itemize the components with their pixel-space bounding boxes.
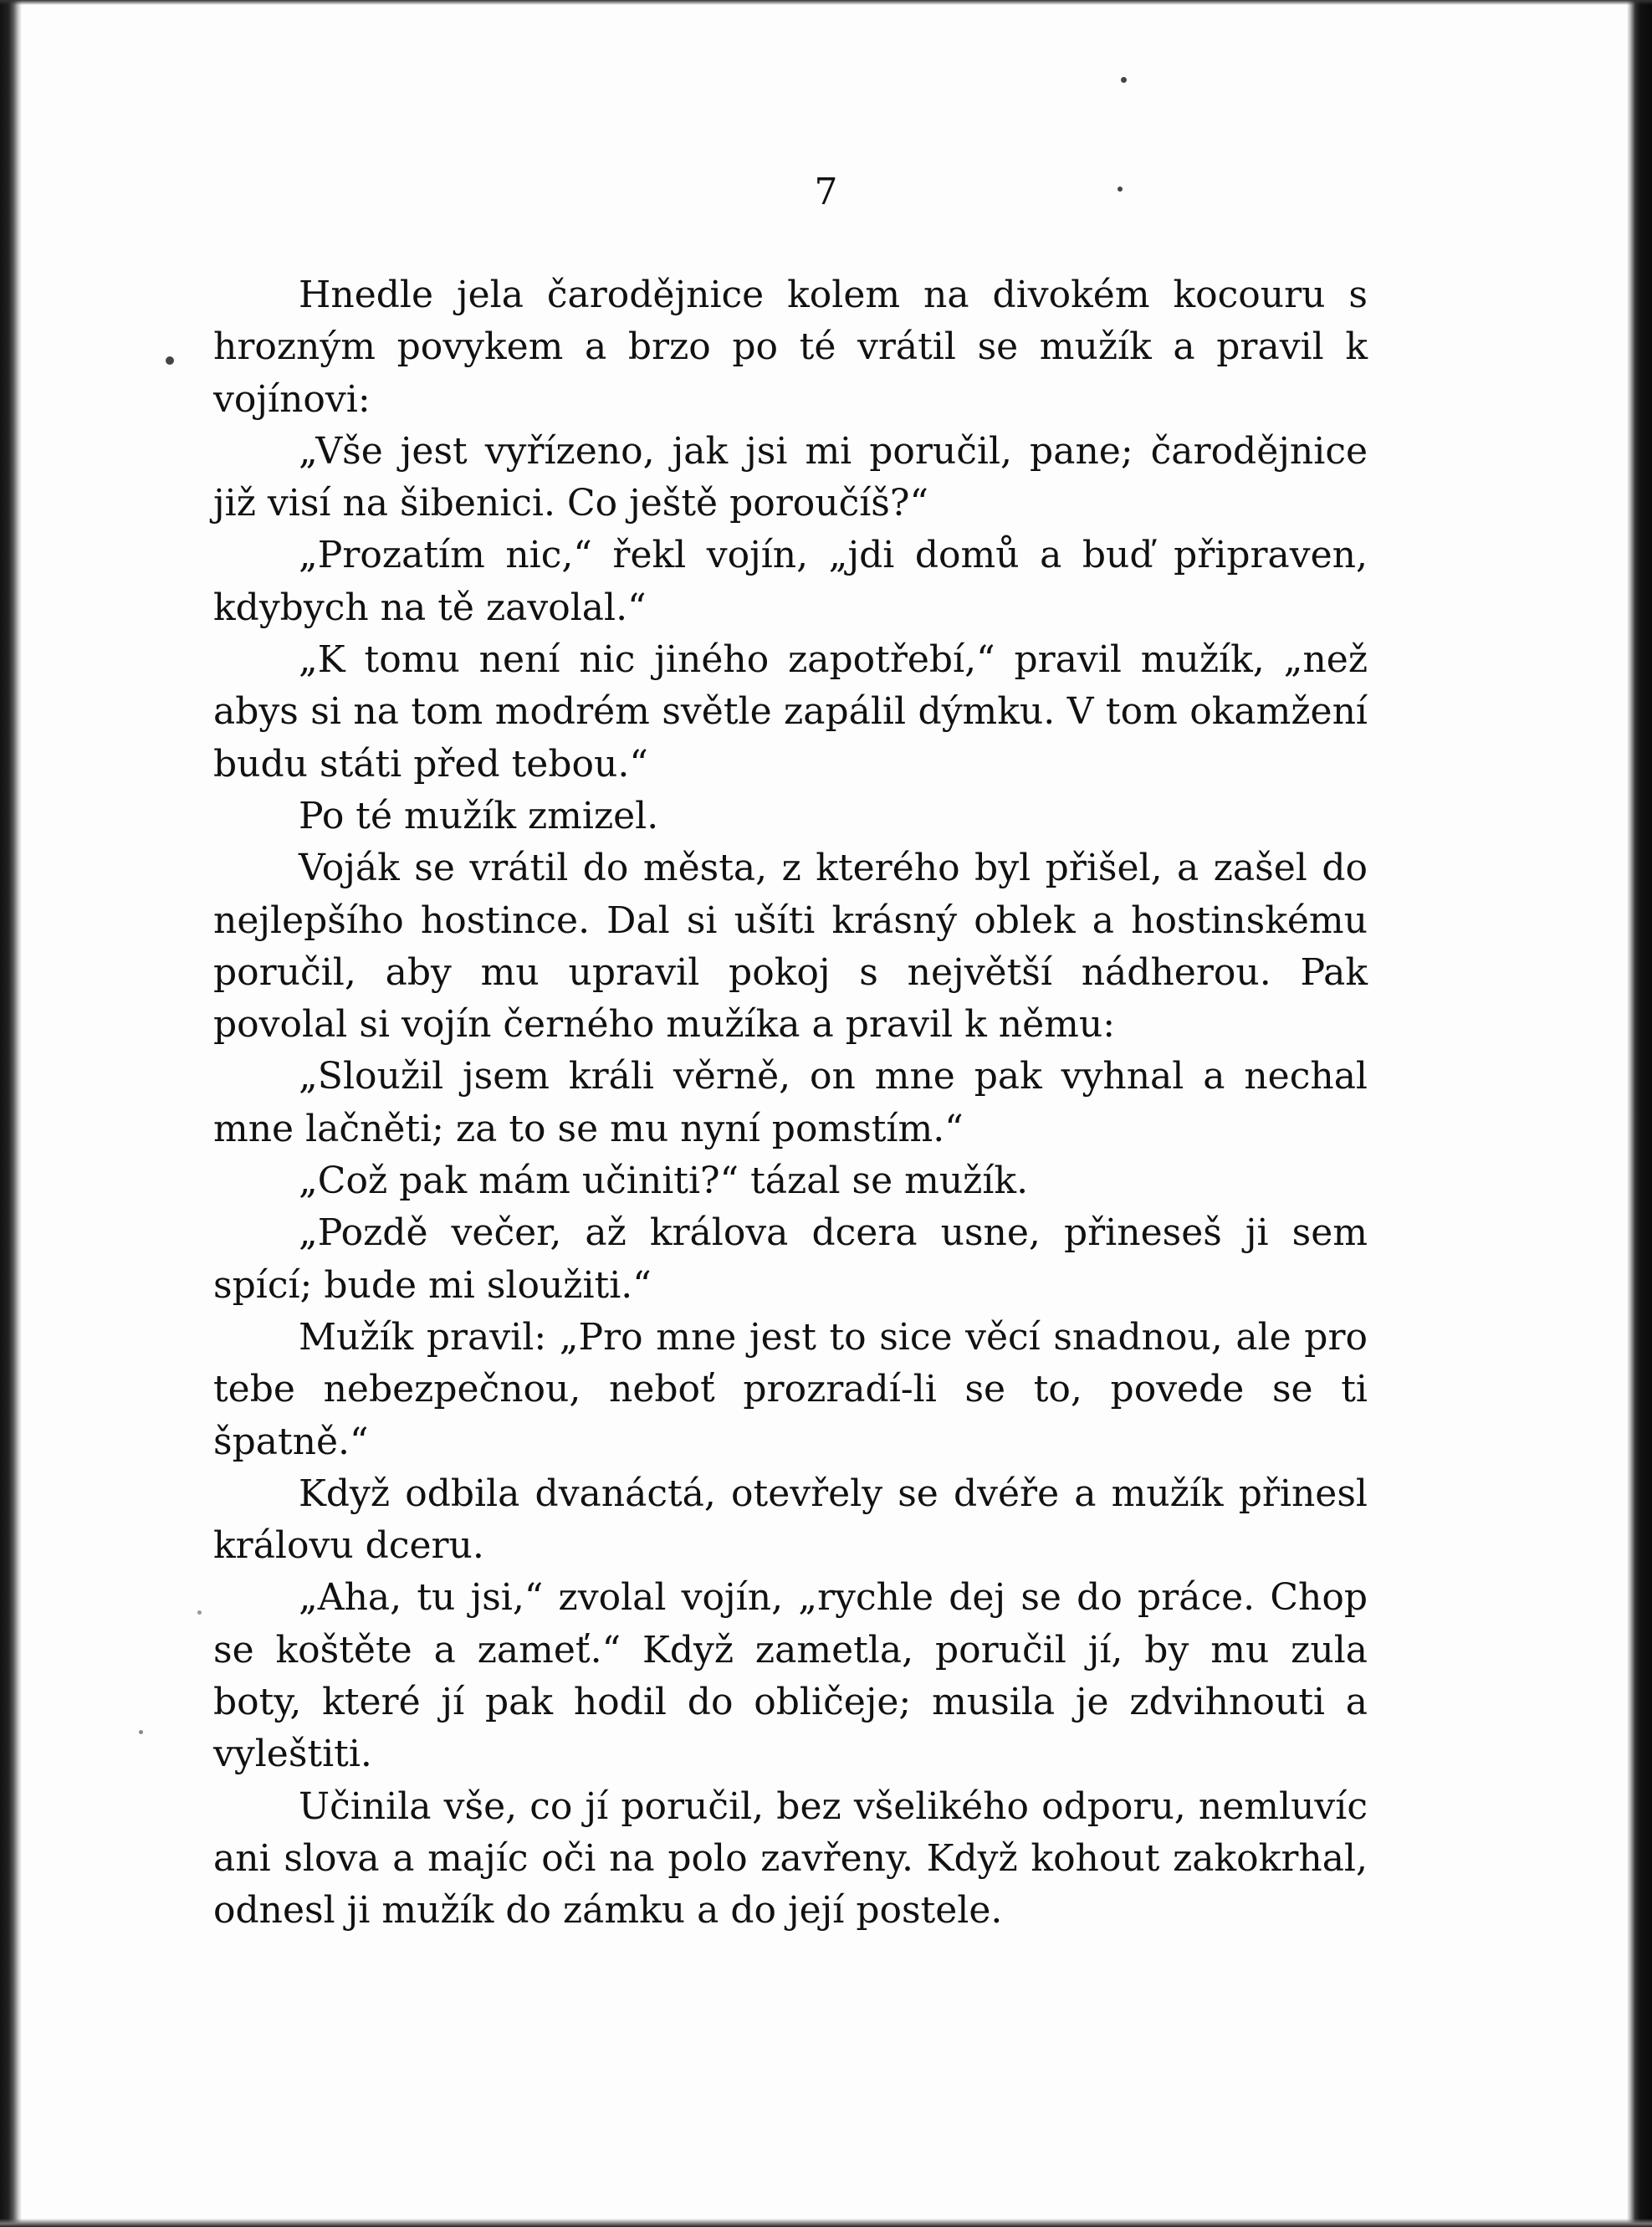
body-text (213, 269, 1368, 1938)
left-binding-shadow (0, 0, 22, 2227)
scan-speck (166, 356, 174, 365)
paragraph: Po té mužík zmizel. (299, 794, 659, 837)
paragraph: „K tomu není nic jiného zapotřebí,“ pravil mužík, „než abys si na tom modrém světle zapálil dýmku. V tom okamžení budu státi před tebou.“ (213, 638, 1368, 786)
right-page-edge (1627, 0, 1652, 2227)
paragraph: Voják se vrátil do města, z kterého byl přišel, a zašel do nejlepšího hostince. Dal si ušíti krásný oblek a hostinskému poručil, aby mu upravil pokoj s největší nádherou. Pak povolal si vojín černého mužíka a pravil k němu: (213, 847, 1368, 1047)
paragraph: Učinila vše, co jí poručil, bez všelikého odporu, nemluvíc ani slova a majíc oči na polo zavřeny. Když kohout zakokrhal, odnesl ji mužík do zámku a do její postele. (213, 1784, 1368, 1933)
paragraph: „Prozatím nic,“ řekl vojín, „jdi domů a buď připraven, kdybych na tě zavolal.“ (213, 534, 1368, 629)
page-number: 7 (814, 171, 838, 213)
paragraph: Hnedle jela čarodějnice kolem na divokém kocouru s hrozným povykem a brzo po té vrátil se mužík a pravil k vojínovi: (213, 274, 1368, 421)
scan-speck (139, 1730, 143, 1734)
paragraph: „Což pak mám učiniti?“ tázal se mužík. (299, 1160, 1029, 1203)
scan-speck (197, 1610, 202, 1615)
bottom-page-edge (0, 2219, 1652, 2227)
scan-speck (1121, 77, 1127, 83)
paragraph: „Vše jest vyřízeno, jak jsi mi poručil, pane; čarodějnice již visí na šibenici. Co ještě poroučíš?“ (213, 429, 1368, 525)
paragraph: „Aha, tu jsi,“ zvolal vojín, „rychle dej se do práce. Chop se koštěte a zameť.“ Když zametla, poručil jí, by mu zula boty, které jí pak hodil do obličeje; musila je zdvihnouti a vyleštiti. (213, 1576, 1368, 1776)
paragraph: Když odbila dvanáctá, otevřely se dvéře a mužík přinesl královu dceru. (213, 1472, 1368, 1568)
paragraph: „Sloužil jsem králi věrně, on mne pak vyhnal a nechal mne lačněti; za to se mu nyní pomstím.“ (213, 1055, 1368, 1150)
top-page-edge (0, 0, 1652, 5)
paragraph: „Pozdě večer, až králova dcera usne, přineseš ji sem spící; bude mi sloužiti.“ (213, 1211, 1368, 1307)
paragraph: Mužík pravil: „Pro mne jest to sice věcí snadnou, ale pro tebe nebezpečnou, neboť prozradí-li se to, povede se ti špatně.“ (213, 1315, 1368, 1463)
